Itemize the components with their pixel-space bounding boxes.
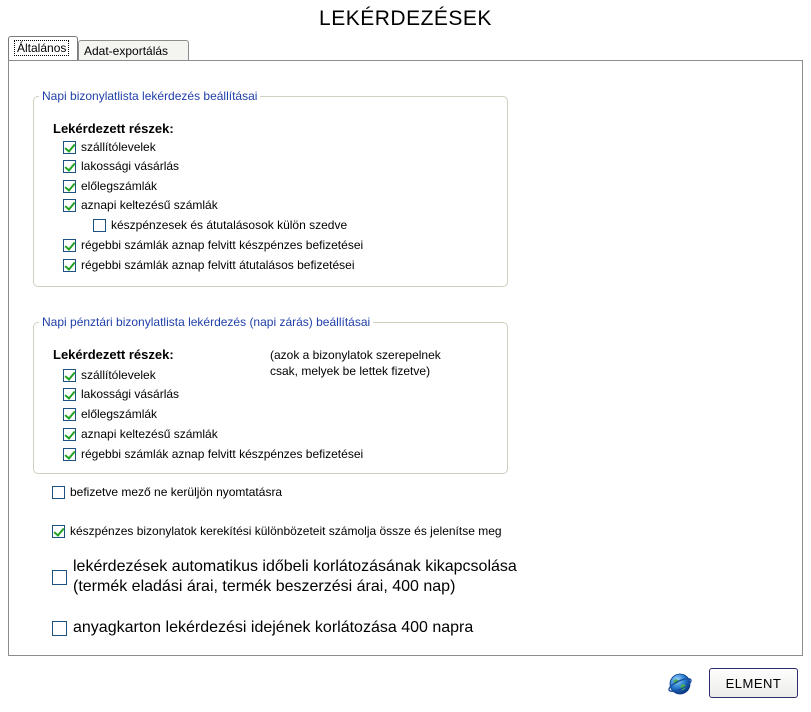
befizetve-nyomtatas-checkbox[interactable] [52, 485, 282, 499]
checkbox-box[interactable] [63, 428, 76, 441]
anyagkarton-korlatozas-checkbox[interactable] [52, 619, 473, 637]
group2-note-line2: csak, melyek be lettek fizetve) [270, 364, 431, 378]
g1-szallitolevelek-checkbox[interactable] [63, 140, 156, 154]
g2-keszpenzes-befizetesei-checkbox[interactable] [63, 447, 363, 461]
tab-altalanos-label: Általános [14, 40, 69, 56]
checkbox-label: aznapi keltezésű számlák [81, 427, 218, 441]
tab-altalanos[interactable] [8, 36, 78, 60]
checkbox-box[interactable] [63, 141, 76, 154]
checkbox-box[interactable] [63, 408, 76, 421]
g1-keszpenzes-befizetesei-checkbox[interactable] [63, 238, 363, 252]
checkbox-label: szállítólevelek [81, 140, 156, 154]
group-napi-bizonylatlista [33, 89, 508, 287]
checkbox-box[interactable] [52, 570, 67, 585]
group-napi-penztari [33, 315, 508, 474]
g1-lakossagi-vasarlas-checkbox[interactable] [63, 159, 179, 173]
checkbox-box[interactable] [63, 180, 76, 193]
checkbox-label: régebbi számlák aznap felvitt készpénzes befizetései [81, 238, 364, 252]
idobeli-korlatozas-kikapcsolasa-checkbox[interactable] [52, 557, 517, 597]
checkbox-label: készpénzes bizonylatok kerekítési különbözeteit számolja össze és jelenítse meg [70, 524, 502, 538]
group-napi-bizonylatlista-title: Napi bizonylatlista lekérdezés beállításai [39, 89, 260, 104]
checkbox-box[interactable] [93, 219, 106, 232]
checkbox-box[interactable] [52, 525, 65, 538]
checkbox-label: előlegszámlák [81, 407, 158, 421]
checkbox-label: anyagkarton lekérdezési idejének korlátozása 400 napra [73, 619, 474, 636]
checkbox-box[interactable] [52, 621, 67, 636]
checkbox-label: régebbi számlák aznap felvitt készpénzes befizetései [81, 447, 364, 461]
globe-icon[interactable] [668, 672, 692, 696]
kerekitesi-kulonbozet-checkbox[interactable] [52, 524, 502, 538]
save-button[interactable]: ELMENT [709, 668, 798, 698]
checkbox-label: szállítólevelek [81, 368, 156, 382]
checkbox-box[interactable] [63, 239, 76, 252]
checkbox-label-line2: (termék eladási árai, termék beszerzési árai, 400 nap) [73, 578, 456, 595]
checkbox-box[interactable] [63, 388, 76, 401]
tab-panel-altalanos [8, 60, 803, 656]
checkbox-label-wrap [73, 557, 517, 597]
checkbox-box[interactable] [63, 259, 76, 272]
window-title: LEKÉRDEZÉSEK [319, 7, 492, 30]
checkbox-box[interactable] [63, 369, 76, 382]
g1-kulon-szedve-checkbox[interactable] [93, 218, 347, 232]
checkbox-label-line1: lekérdezések automatikus időbeli korlátozásának kikapcsolása [73, 558, 517, 575]
tab-adat-exportalas[interactable] [78, 40, 189, 60]
g1-eloleg-szamlak-checkbox[interactable] [63, 179, 157, 193]
checkbox-label: lakossági vásárlás [81, 387, 180, 401]
group-napi-penztari-title: Napi pénztári bizonylatlista lekérdezés (napi zárás) beállításai [39, 315, 373, 330]
g1-aznapi-keltezesu-checkbox[interactable] [63, 198, 218, 212]
checkbox-box[interactable] [63, 199, 76, 212]
checkbox-label: aznapi keltezésű számlák [81, 198, 218, 212]
g2-szallitolevelek-checkbox[interactable] [63, 368, 156, 382]
checkbox-box[interactable] [63, 160, 76, 173]
g2-eloleg-szamlak-checkbox[interactable] [63, 407, 157, 421]
checkbox-label: befizetve mező ne kerüljön nyomtatásra [70, 485, 283, 499]
g1-atutalasos-befizetesei-checkbox[interactable] [63, 258, 355, 272]
checkbox-label: előlegszámlák [81, 179, 158, 193]
g2-lakossagi-vasarlas-checkbox[interactable] [63, 387, 179, 401]
group1-subtitle: Lekérdezett részek: [53, 121, 174, 136]
checkbox-label: régebbi számlák aznap felvitt átutalásos befizetései [81, 258, 355, 272]
checkbox-box[interactable] [52, 486, 65, 499]
tab-strip [8, 36, 803, 62]
checkbox-label: lakossági vásárlás [81, 159, 180, 173]
checkbox-label: készpénzesek és átutalásosok külön szedve [111, 218, 348, 232]
group2-subtitle: Lekérdezett részek: [53, 347, 174, 362]
g2-aznapi-keltezesu-checkbox[interactable] [63, 427, 218, 441]
tab-adat-exportalas-label: Adat-exportálás [84, 44, 169, 58]
checkbox-box[interactable] [63, 448, 76, 461]
group2-note-line1: (azok a bizonylatok szerepelnek [270, 348, 441, 362]
